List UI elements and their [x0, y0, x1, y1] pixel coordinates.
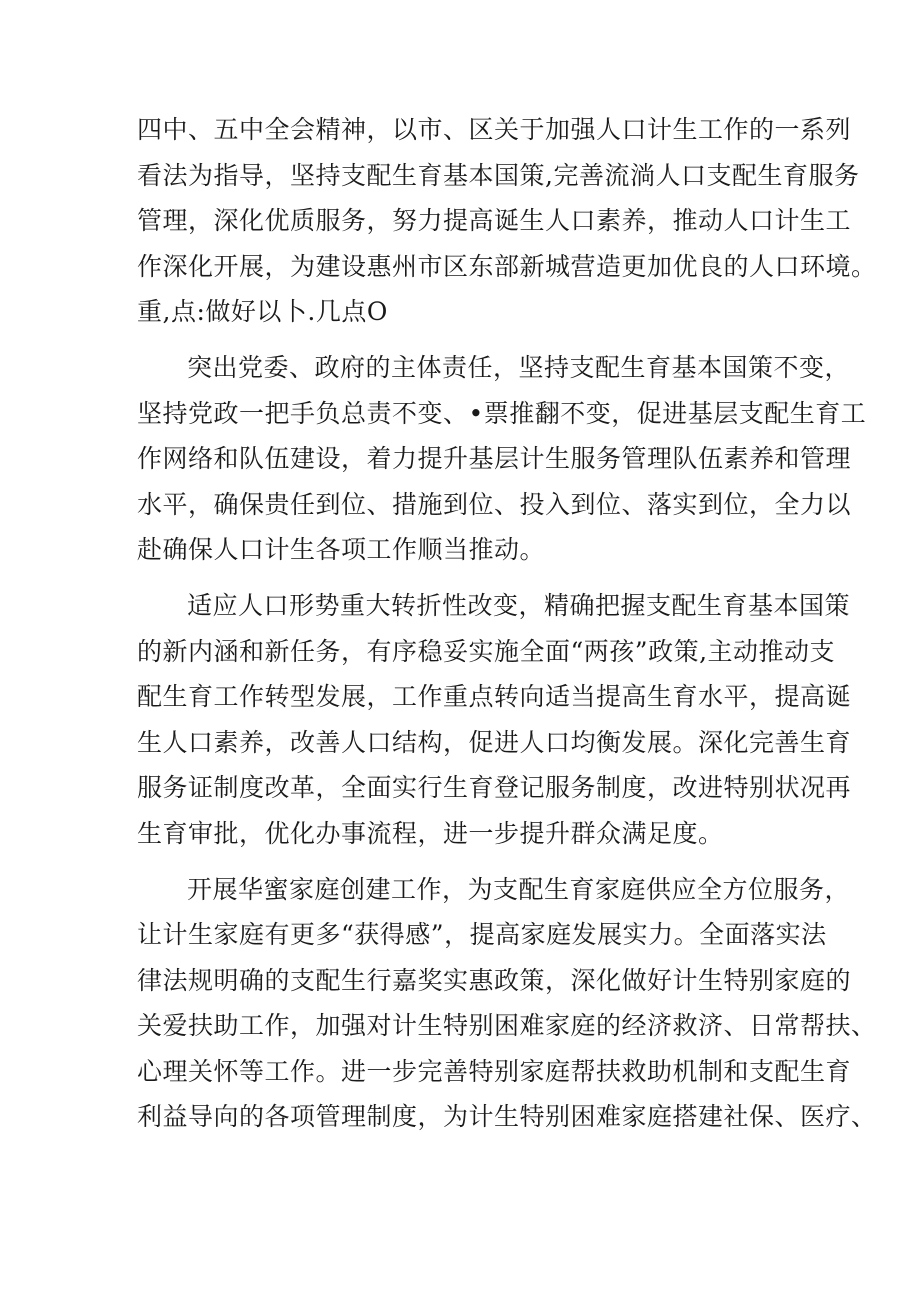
- text-line: 让计生家庭有更多“获得感”，提高家庭发展实力。全面落实法: [137, 920, 827, 950]
- text-line: 作深化开展，为建设惠州市区东部新城营造更加优良的人口环境。: [137, 251, 877, 281]
- text-line: 关爱扶助工作，加强对计生特别困难家庭的经济救济、日常帮扶、: [137, 1011, 877, 1041]
- text-line: 管理，深化优质服务，努力提高诞生人口素养，推动人口计生工: [137, 206, 852, 236]
- text-line: 律法规明确的支配生行嘉奖实惠政策，深化做好计生特别家庭的: [137, 965, 852, 995]
- text-line: 四中、五中全会精神，以市、区关于加强人口计生工作的一系列: [137, 115, 852, 144]
- text-line: 作网络和队伍建设，着力提升基层计生服务管理队伍素养和管理: [137, 444, 852, 474]
- text-line: 适应人口形势重大转折性改变，精确把握支配生育基本国策: [187, 590, 851, 620]
- text-line: 水平，确保贵任到位、措施到位、投入到位、落实到位，全力以: [137, 489, 852, 519]
- text-line: 坚持党政一把手负总责不变、•票推翻不变，促进基层支配生育工: [137, 398, 867, 428]
- text-line: 重,点:做好以卜.几点O: [137, 297, 388, 327]
- text-line: 开展华蜜家庭创建工作，为支配生育家庭供应全方位服务，: [187, 874, 851, 904]
- text-line: 配生育工作转型发展，工作重点转向适当提高生育水平，提高诞: [137, 682, 852, 712]
- text-line: 利益导向的各项管理制度，为计生特别困难家庭搭建社保、医疗、: [137, 1102, 877, 1132]
- paragraph-3: [137, 583, 852, 857]
- text-line: 看法为指导，坚持支配生育基本国策,完善流淌人口支配生育服务: [137, 160, 860, 190]
- paragraph-4: [137, 867, 877, 1141]
- text-line: 生人口素养，改善人口结构，促进人口均衡发展。深化完善生育: [137, 727, 852, 757]
- paragraph-1: [137, 107, 877, 335]
- text-line: 赴确保人口计生各项工作顺当推动。: [137, 535, 546, 565]
- text-line: 突出党委、政府的主体责任，坚持支配生育基本国策不变，: [187, 352, 851, 382]
- text-line: 生育审批，优化办事流程，进一步提升群众满足度。: [137, 818, 724, 848]
- paragraph-2: [137, 345, 867, 573]
- text-line: 的新内涵和新任务，有序稳妥实施全面“两孩”政策,主动推动支: [137, 636, 836, 666]
- text-line: 心理关怀等工作。进一步完善特别家庭帮扶救助机制和支配生育: [137, 1056, 852, 1086]
- text-line: 服务证制度改革，全面实行生育登记服务制度，改进特别状况再: [137, 773, 852, 803]
